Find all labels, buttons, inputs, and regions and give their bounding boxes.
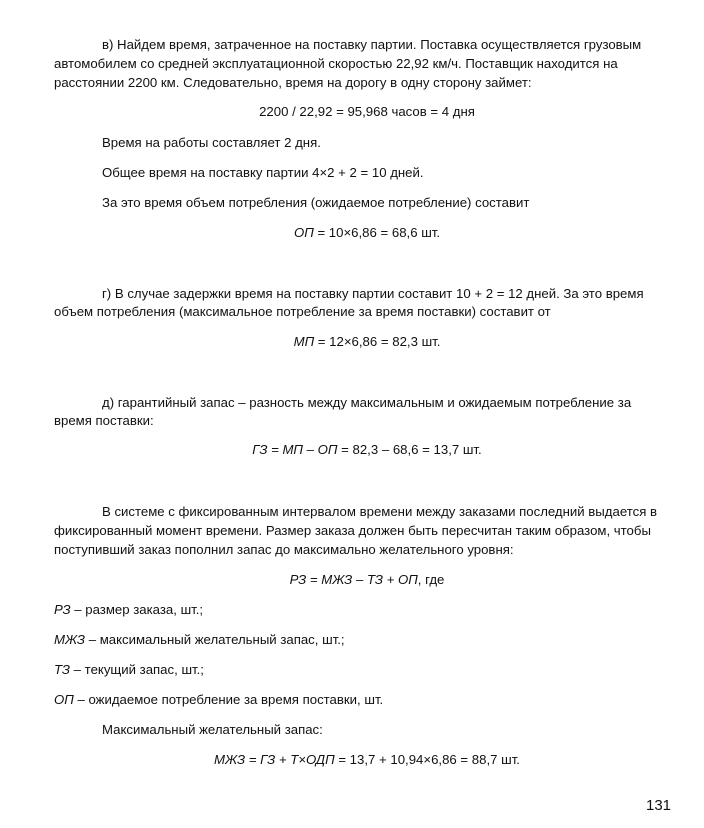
max-stock-label: Максимальный желательный запас:: [102, 722, 323, 737]
formula-gz-value: = 82,3 – 68,6 = 13,7 шт.: [337, 442, 482, 457]
definition-tz-text: – текущий запас, шт.;: [70, 662, 204, 677]
formula-rz-symbol: РЗ = МЖЗ – ТЗ + ОП: [289, 572, 418, 587]
paragraph-system-line-2: фиксированный момент времени. Размер заказа должен быть пересчитан таким образом, чтобы: [54, 523, 651, 538]
formula-gz-symbol: ГЗ = МП – ОП: [252, 442, 338, 457]
definition-rz-symbol: РЗ: [54, 602, 71, 617]
definition-op: [54, 691, 383, 709]
formula-time: 2200 / 22,92 = 95,968 часов = 4 дня: [259, 104, 475, 119]
definition-op-text: – ожидаемое потребление за время поставки, шт.: [73, 692, 384, 707]
formula-mp: [54, 333, 680, 351]
paragraph-v-line-2: автомобилем со средней эксплуатационной скоростью 22,92 км/ч. Поставщик находится на: [54, 56, 618, 71]
total-time-text: Общее время на поставку партии 4×2 + 2 = 10 дней.: [102, 165, 424, 180]
formula-op-symbol: ОП: [293, 225, 314, 240]
paragraph-d-line-2: время поставки:: [54, 413, 154, 428]
formula-mp-value: = 12×6,86 = 82,3 шт.: [314, 334, 441, 349]
definition-tz: [54, 661, 204, 679]
formula-rz-suffix: , где: [417, 572, 445, 587]
formula-mzhz: [54, 751, 680, 769]
formula-op-value: = 10×6,86 = 68,6 шт.: [313, 225, 441, 240]
definition-tz-symbol: ТЗ: [54, 662, 71, 677]
formula-op: [54, 224, 680, 242]
paragraph-v-line-3: расстоянии 2200 км. Следовательно, время на дорогу в одну сторону займет:: [54, 75, 532, 90]
paragraph-g-line-1: г) В случае задержки время на поставку партии составит 10 + 2 = 12 дней. За это время: [102, 286, 644, 301]
formula-gz: [54, 441, 680, 459]
consumption-intro-text: За это время объем потребления (ожидаемое потребление) составит: [102, 195, 530, 210]
paragraph-system-line-1: В системе с фиксированным интервалом времени между заказами последний выдается в: [102, 504, 658, 519]
formula-rz: [54, 571, 680, 589]
definition-op-symbol: ОП: [54, 692, 74, 707]
paragraph-v-line-1: в) Найдем время, затраченное на поставку партии. Поставка осуществляется грузовым: [102, 37, 642, 52]
definition-mzhz: [54, 631, 345, 649]
work-time-text: Время на работы составляет 2 дня.: [102, 135, 321, 150]
formula-mzhz-value: = 13,7 + 10,94×6,86 = 88,7 шт.: [334, 752, 520, 767]
formula-mzhz-symbol: МЖЗ = ГЗ + Т×ОДП: [214, 752, 335, 767]
definition-rz-text: – размер заказа, шт.;: [70, 602, 204, 617]
paragraph-system-line-3: поступивший заказ пополнил запас до максимально желательного уровня:: [54, 542, 514, 557]
definition-mzhz-symbol: МЖЗ: [54, 632, 86, 647]
paragraph-g-line-2: объем потребления (максимальное потребление за время поставки) составит от: [54, 304, 551, 319]
definition-rz: [54, 601, 203, 619]
page-number: 131: [646, 797, 672, 814]
definition-mzhz-text: – максимальный желательный запас, шт.;: [85, 632, 345, 647]
formula-mp-symbol: МП: [293, 334, 315, 349]
paragraph-d-line-1: д) гарантийный запас – разность между максимальным и ожидаемым потребление за: [102, 395, 632, 410]
